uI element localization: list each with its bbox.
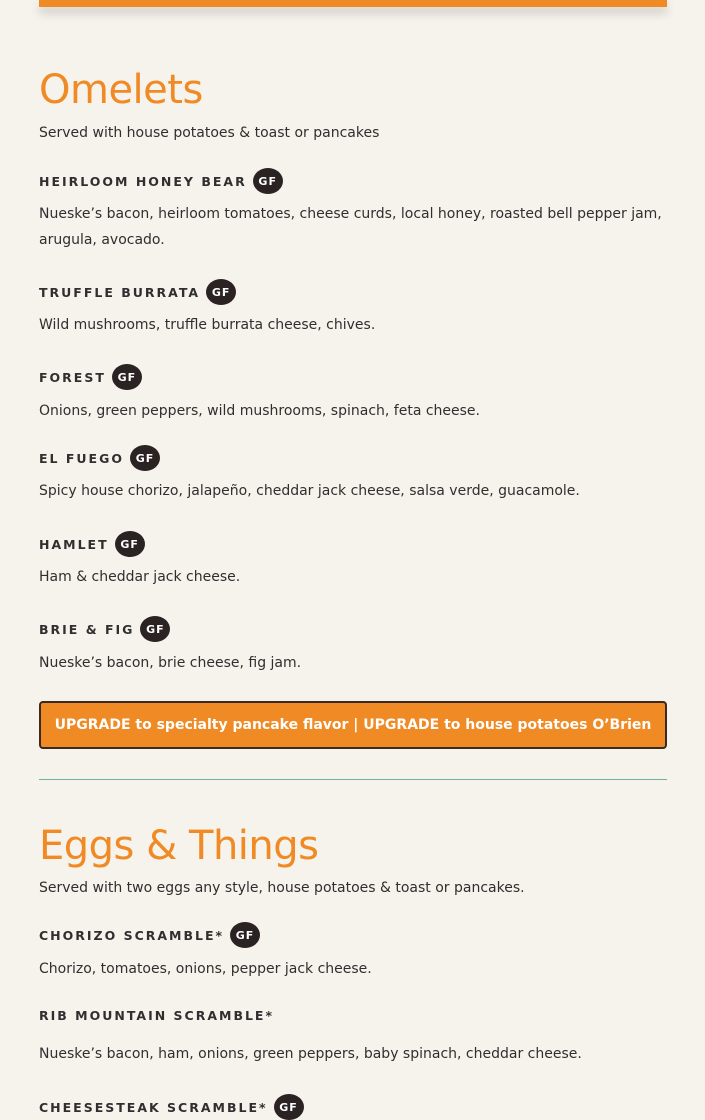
menu-item-description: Nueske’s bacon, ham, onions, green peppers, baby spinach, cheddar cheese. bbox=[39, 1046, 582, 1062]
top-accent-bar bbox=[39, 0, 667, 7]
menu-item-title bbox=[39, 168, 283, 194]
section-title-eggs-things: Eggs & Things bbox=[39, 823, 319, 869]
gluten-free-badge: GF bbox=[140, 616, 170, 642]
menu-item-description: Nueske’s bacon, heirloom tomatoes, cheese curds, local honey, roasted bell pepper jam, arugula, avocado. bbox=[39, 206, 662, 248]
menu-item-description: Onions, green peppers, wild mushrooms, spinach, feta cheese. bbox=[39, 403, 480, 419]
menu-item-name: EL FUEGO bbox=[39, 450, 124, 466]
menu-item-name: RIB MOUNTAIN SCRAMBLE* bbox=[39, 1008, 275, 1023]
section-subtitle-omelets: Served with house potatoes & toast or pancakes bbox=[39, 125, 380, 141]
menu-item-name: TRUFFLE BURRATA bbox=[39, 284, 201, 300]
menu-item-title bbox=[39, 922, 260, 948]
menu-item-title bbox=[39, 1008, 274, 1023]
gluten-free-badge: GF bbox=[206, 279, 236, 305]
menu-item-description: Nueske’s bacon, brie cheese, fig jam. bbox=[39, 655, 302, 671]
gluten-free-badge: GF bbox=[230, 922, 260, 948]
menu-item-title bbox=[39, 279, 236, 305]
gluten-free-badge: GF bbox=[274, 1094, 304, 1120]
gluten-free-badge: GF bbox=[115, 531, 145, 557]
menu-item-title bbox=[39, 616, 170, 642]
menu-item-name: CHEESESTEAK SCRAMBLE* bbox=[39, 1099, 268, 1115]
section-title-omelets: Omelets bbox=[39, 67, 203, 113]
menu-item-name: HEIRLOOM HONEY BEAR bbox=[39, 173, 247, 189]
menu-item-description: Ham & cheddar jack cheese. bbox=[39, 569, 241, 585]
menu-item-description: Spicy house chorizo, jalapeño, cheddar jack cheese, salsa verde, guacamole. bbox=[39, 483, 580, 499]
gluten-free-badge: GF bbox=[130, 445, 160, 471]
menu-item-title bbox=[39, 1094, 304, 1120]
menu-item-description: Chorizo, tomatoes, onions, pepper jack cheese. bbox=[39, 961, 372, 977]
gluten-free-badge: GF bbox=[112, 364, 142, 390]
menu-item-name: CHORIZO SCRAMBLE* bbox=[39, 927, 225, 943]
menu-item-name: HAMLET bbox=[39, 536, 109, 552]
upgrade-button[interactable]: UPGRADE to specialty pancake flavor | UPGRADE to house potatoes O’Brien bbox=[39, 701, 667, 749]
menu-item-description: Wild mushrooms, truffle burrata cheese, chives. bbox=[39, 317, 376, 333]
gluten-free-badge: GF bbox=[253, 168, 283, 194]
menu-item-title bbox=[39, 364, 142, 390]
section-divider bbox=[39, 779, 667, 780]
menu-item-name: FOREST bbox=[39, 369, 106, 385]
section-subtitle-eggs-things: Served with two eggs any style, house potatoes & toast or pancakes. bbox=[39, 880, 525, 896]
menu-item-title bbox=[39, 531, 145, 557]
menu-item-name: BRIE & FIG bbox=[39, 621, 135, 637]
menu-item-title bbox=[39, 445, 160, 471]
